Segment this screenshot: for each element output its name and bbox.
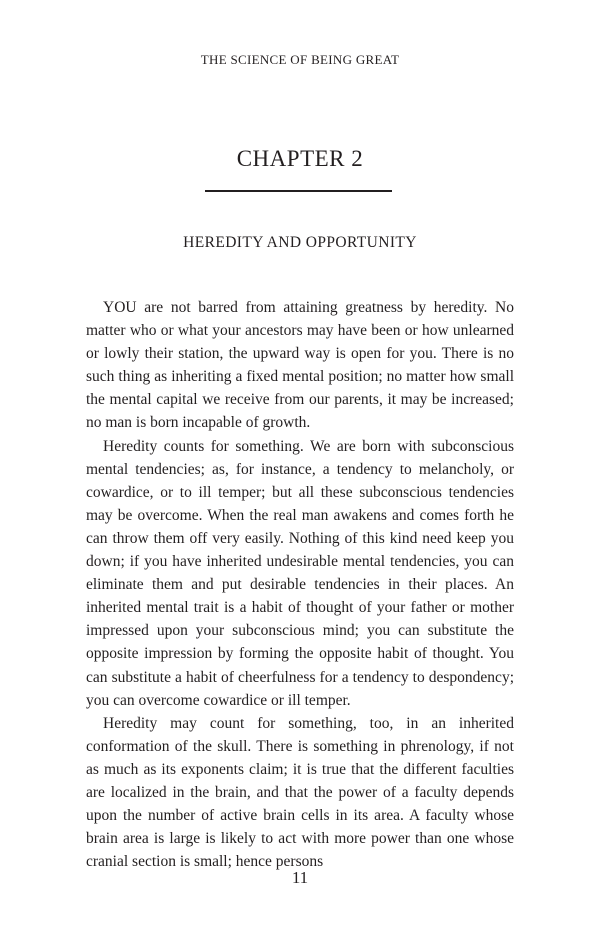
running-head: THE SCIENCE OF BEING GREAT [200,52,400,67]
chapter-subtitle: HEREDITY AND OPPORTUNITY [183,234,417,251]
paragraph: Heredity may count for something, too, in an inherited conformation of the skull. There is something in phrenology, if not as much as its exponents claim; it is true that the different faculties are localized in the brain, and that the power of a faculty depends upon the number of active brain cells in its area. A faculty whose brain area is large is likely to act with more power than one whose cranial section is small; hence persons [86,714,514,871]
chapter-divider [205,190,392,192]
paragraph: Heredity counts for something. We are born with subconscious mental tendencies; as, for instance, a tendency to melancholy, or cowardice, or to ill temper; but all these subconscious tendencies may be overcome. When the real man awakens and comes forth he can throw them off very easily. Nothing of this kind need keep you down; if you have inherited undesirable mental tendencies, you can eliminate them and put desirable tendencies in their places. An inherited mental trait is a habit of thought of your father or mother impressed upon your subconscious mind; you can substitute the opposite impression by forming the opposite habit of thought. You can substitute a habit of cheerfulness for a tendency to despondency; you can overcome cowardice or ill temper. [86,437,514,709]
paragraph: YOU are not barred from attaining greatness by heredity. No matter who or what your ancestors may have been or how unlearned or lowly their station, the upward way is open for you. There is no such thing as inheriting a fixed mental position; no matter how small the mental capital we receive from our parents, it may be increased; no man is born incapable of growth. [86,299,514,432]
page-number: 11 [291,868,309,887]
chapter-title: CHAPTER 2 [236,146,364,171]
body-text [86,296,514,873]
